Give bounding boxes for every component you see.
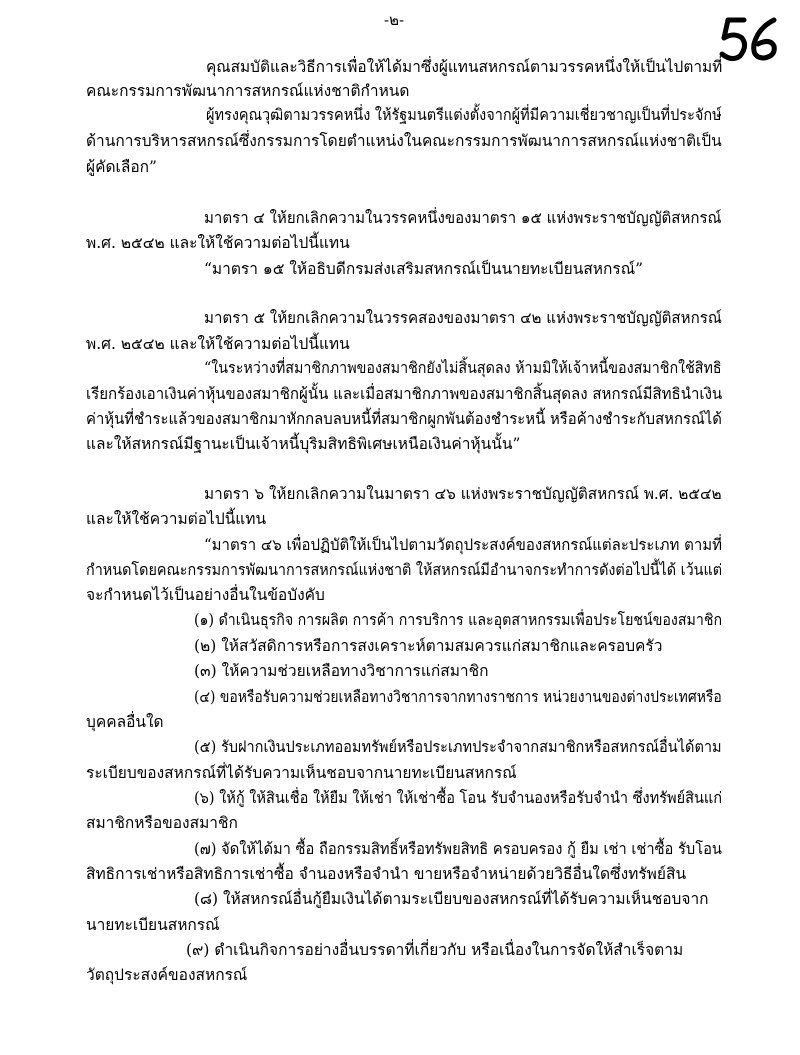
text-line: สมาชิกหรือของสมาชิก <box>86 814 238 832</box>
list-item: (๖) ให้กู้ ให้สินเชื่อ ให้ยืม ให้เช่า ให้เช่าซื้อ โอน รับจำนองหรือรับจำนำ ซึ่งทรัพย์สินแก่ <box>194 789 723 807</box>
text-line: กำหนดโดยคณะกรรมการพัฒนาการสหกรณ์แห่งชาติ ให้สหกรณ์มีอำนาจกระทำการดังต่อไปนี้ได้ เว้นแต่ <box>86 561 723 579</box>
text-line: วัตถุประสงค์ของสหกรณ์ <box>86 966 248 984</box>
page-number: -๒- <box>384 11 405 29</box>
text-line: สิทธิการเช่าหรือสิทธิการเช่าซื้อ จำนองหรือจำนำ ขายหรือจำหน่ายด้วยวิธีอื่นใดซึ่งทรัพย์สิน <box>86 865 687 883</box>
text-line: ผู้ทรงคุณวุฒิตามวรรคหนึ่ง ให้รัฐมนตรีแต่งตั้งจากผู้ที่มีความเชี่ยวชาญเป็นที่ประจักษ์ <box>206 106 722 124</box>
list-item: (๗) จัดให้ได้มา ซื้อ ถือกรรมสิทธิ์หรือทรัพยสิทธิ ครอบครอง กู้ ยืม เช่า เช่าซื้อ รับโอน <box>194 840 722 858</box>
text-line: ด้านการบริหารสหกรณ์ซึ่งกรรมการโดยตำแหน่งในคณะกรรมการพัฒนาการสหกรณ์แห่งชาติเป็น <box>86 132 722 150</box>
list-item: (๘) ให้สหกรณ์อื่นกู้ยืมเงินได้ตามระเบียบของสหกรณ์ที่ได้รับความเห็นชอบจาก <box>194 890 709 908</box>
list-item: (๓) ให้ความช่วยเหลือทางวิชาการแก่สมาชิก <box>194 662 489 680</box>
list-item: (๔) ขอหรือรับความช่วยเหลือทางวิชาการจากทางราชการ หน่วยงานของต่างประเทศหรือ <box>194 688 722 706</box>
list-item: (๙) ดำเนินกิจการอย่างอื่นบรรดาที่เกี่ยวกับ หรือเนื่องในการจัดให้สำเร็จตาม <box>186 941 684 959</box>
section-heading: มาตรา ๕ ให้ยกเลิกความในวรรคสองของมาตรา ๔๒ แห่งพระราชบัญญัติสหกรณ์ <box>204 309 722 327</box>
section-heading: มาตรา ๔ ให้ยกเลิกความในวรรคหนึ่งของมาตรา ๑๕ แห่งพระราชบัญญัติสหกรณ์ <box>204 209 722 227</box>
text-line: “มาตรา ๔๖ เพื่อปฏิบัติให้เป็นไปตามวัตถุประสงค์ของสหกรณ์แต่ละประเภท ตามที่ <box>204 536 722 554</box>
text-line: คณะกรรมการพัฒนาการสหกรณ์แห่งชาติกำหนด <box>86 82 410 100</box>
text-line: บุคคลอื่นใด <box>86 713 164 731</box>
text-line: เรียกร้องเอาเงินค่าหุ้นของสมาชิกผู้นั้น และเมื่อสมาชิกภาพของสมาชิกสิ้นสุดลง สหกรณ์มีสิทธินำเงิน <box>86 385 723 403</box>
text-line: คุณสมบัติและวิธีการเพื่อให้ได้มาซึ่งผู้แทนสหกรณ์ตามวรรคหนึ่งให้เป็นไปตามที่ <box>206 58 723 76</box>
text-line: ค่าหุ้นที่ชำระแล้วของสมาชิกมาหักกลบลบหนี้ที่สมาชิกผูกพันต้องชำระหนี้ หรือค้างชำระกับสหกรณ์ได้ <box>86 410 722 428</box>
text-line: “มาตรา ๑๕ ให้อธิบดีกรมส่งเสริมสหกรณ์เป็นนายทะเบียนสหกรณ์” <box>204 260 644 278</box>
list-item: (๒) ให้สวัสดิการหรือการสงเคราะห์ตามสมควรแก่สมาชิกและครอบครัว <box>194 637 663 655</box>
text-line: ผู้คัดเลือก” <box>86 158 157 176</box>
section-heading: มาตรา ๖ ให้ยกเลิกความในมาตรา ๔๖ แห่งพระราชบัญญัติสหกรณ์ พ.ศ. ๒๕๔๒ <box>204 485 722 503</box>
handwritten-page-number <box>714 14 786 66</box>
text-line: ระเบียบของสหกรณ์ที่ได้รับความเห็นชอบจากนายทะเบียนสหกรณ์ <box>86 764 517 782</box>
text-line: และให้สหกรณ์มีฐานะเป็นเจ้าหนี้บุริมสิทธิพิเศษเหนือเงินค่าหุ้นนั้น” <box>86 435 521 453</box>
list-item: (๕) รับฝากเงินประเภทออมทรัพย์หรือประเภทประจำจากสมาชิกหรือสหกรณ์อื่นได้ตาม <box>194 738 722 756</box>
text-line: จะกำหนดไว้เป็นอย่างอื่นในข้อบังคับ <box>86 586 325 604</box>
text-line: พ.ศ. ๒๕๔๒ และให้ใช้ความต่อไปนี้แทน <box>86 335 350 353</box>
text-line: พ.ศ. ๒๕๔๒ และให้ใช้ความต่อไปนี้แทน <box>86 234 350 252</box>
text-line: “ในระหว่างที่สมาชิกภาพของสมาชิกยังไม่สิ้นสุดลง ห้ามมิให้เจ้าหนี้ของสมาชิกใช้สิทธิ <box>204 359 722 377</box>
text-line: และให้ใช้ความต่อไปนี้แทน <box>86 510 267 528</box>
text-line: นายทะเบียนสหกรณ์ <box>86 916 220 934</box>
list-item: (๑) ดำเนินธุรกิจ การผลิต การค้า การบริการ และอุตสาหกรรมเพื่อประโยชน์ของสมาชิก <box>194 611 723 629</box>
